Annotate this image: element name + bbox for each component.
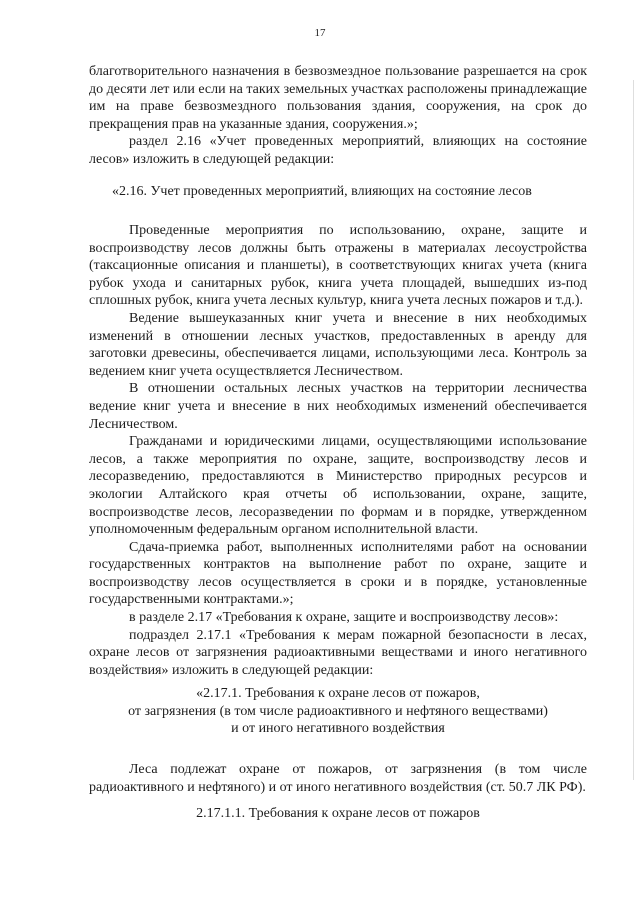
scan-edge-divider xyxy=(633,80,634,780)
paragraph: В отношении остальных лесных участков на территории лесничества ведение книг учета и внесение в них необходимых изменений обеспечивается Лесничеством. xyxy=(89,381,587,432)
section-2-16-title: «2.16. Учет проведенных мероприятий, влияющих на состояние лесов xyxy=(112,184,532,199)
paragraph: Гражданами и юридическими лицами, осуществляющими использование лесов, а также мероприятия по охране, защите, воспроизводству лесов и лесоразведению, предоставляются в Министерство природных ресурсов и экологии Алтайского края отчеты об использовании, охране, защите, воспроизводстве лесов, лесоразведении по формам и в порядке, утвержденном уполномоченным федеральным органом исполнительной власти. xyxy=(89,434,587,538)
paragraph: благотворительного назначения в безвозмездное пользование разрешается на срок до десяти лет или если на таких земельных участках расположены принадлежащие им на праве безвозмездного пользования здания, сооружения, на срок до прекращения прав на указанные здания, сооружения.»; xyxy=(89,64,587,132)
paragraph: Сдача-приемка работ, выполненных исполнителями работ на основании государственных контрактов на выполнение работ по охране, защите и воспроизводству лесов осуществляется в сроки и в порядке, установленные государственными контрактами.»; xyxy=(89,539,587,608)
paragraph: Ведение вышеуказанных книг учета и внесение в них необходимых изменений в отношении лесных участков, предоставленных в аренду для заготовки древесины, обеспечивается лицами, использующими леса. Контроль за ведением книг учета осуществляется Лесничеством. xyxy=(89,310,587,379)
section-2-17-1-1-title: 2.17.1.1. Требования к охране лесов от пожаров xyxy=(196,806,480,821)
paragraph: Леса подлежат охране от пожаров, от загрязнения (в том числе радиоактивного и нефтяного) и от иного негативного воздействия (ст. 50.7 ЛК РФ). xyxy=(89,762,587,795)
title-line: от загрязнения (в том числе радиоактивного и нефтяного веществами) xyxy=(128,703,548,719)
section-2-17-1-body xyxy=(89,761,587,796)
paragraph: раздел 2.16 «Учет проведенных мероприятий, влияющих на состояние лесов» изложить в следующей редакции: xyxy=(89,134,587,167)
section-2-16-body xyxy=(89,222,587,679)
intro-text xyxy=(89,63,587,169)
paragraph: в разделе 2.17 «Требования к охране, защите и воспроизводству лесов»: xyxy=(129,610,559,626)
page-number: 17 xyxy=(314,27,326,39)
title-line: «2.17.1. Требования к охране лесов от пожаров, xyxy=(196,686,480,701)
section-2-17-1-title xyxy=(89,685,587,738)
paragraph: Проведенные мероприятия по использованию, охране, защите и воспроизводству лесов должны быть отражены в материалах лесоустройства (таксационные описания и планшеты), в соответствующих книгах учета (книга рубок ухода и санитарных рубок, книга учета площадей, вышедших из-под сплошных рубок, книга учета лесных культур, книга учета лесных пожаров и т.д.). xyxy=(89,223,587,309)
title-line: и от иного негативного воздействия xyxy=(231,721,445,737)
paragraph: подраздел 2.17.1 «Требования к мерам пожарной безопасности в лесах, охране лесов от загрязнения радиоактивными веществами и иного негативного воздействия» изложить в следующей редакции: xyxy=(89,627,587,678)
